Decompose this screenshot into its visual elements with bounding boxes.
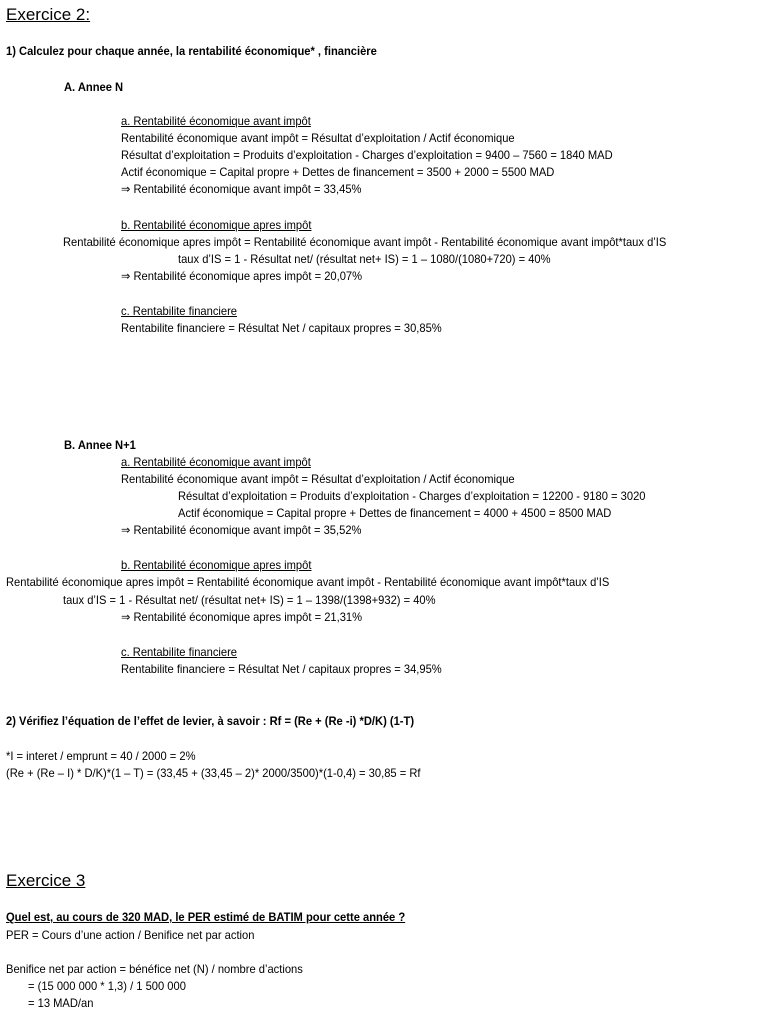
question-2-line-2: (Re + (Re – I) * D/K)*(1 – T) = (33,45 + (33,45 – 2)* 2000/3500)*(1-0,4) = 30,85 = Rf bbox=[6, 766, 421, 780]
section-b-heading: B. Annee N+1 bbox=[64, 438, 136, 452]
a-subtitle-financial: c. Rentabilite financiere bbox=[121, 304, 238, 318]
b-subtitle-before-tax: a. Rentabilité économique avant impôt bbox=[121, 455, 311, 469]
a-financial-line-1: Rentabilite financiere = Résultat Net / capitaux propres = 30,85% bbox=[121, 321, 442, 335]
exercise-3-line-4: = 13 MAD/an bbox=[28, 996, 94, 1010]
b-line-4: ⇒ Rentabilité économique avant impôt = 35,52% bbox=[121, 523, 362, 537]
a-after-tax-line-3: ⇒ Rentabilité économique apres impôt = 20,07% bbox=[121, 269, 363, 283]
b-after-tax-line-1: Rentabilité économique apres impôt = Rentabilité économique avant impôt - Rentabilité économique avant impôt*taux d’IS bbox=[6, 575, 610, 589]
a-subtitle-before-tax: a. Rentabilité économique avant impôt bbox=[121, 114, 311, 128]
exercise-3-line-1: PER = Cours d’une action / Benifice net par action bbox=[6, 928, 255, 942]
question-2-line-1: *I = interet / emprunt = 40 / 2000 = 2% bbox=[6, 749, 196, 763]
a-subtitle-after-tax: b. Rentabilité économique apres impôt bbox=[121, 218, 312, 232]
a-after-tax-line-1: Rentabilité économique apres impôt = Rentabilité économique avant impôt - Rentabilité économique avant impôt*taux d’IS bbox=[63, 235, 667, 249]
b-line-2: Résultat d’exploitation = Produits d’exploitation - Charges d’exploitation = 12200 - 9180 = 3020 bbox=[178, 489, 646, 503]
a-line-4: ⇒ Rentabilité économique avant impôt = 33,45% bbox=[121, 182, 362, 196]
a-after-tax-line-2: taux d’IS = 1 - Résultat net/ (résultat net+ IS) = 1 – 1080/(1080+720) = 40% bbox=[178, 252, 551, 266]
exercise-3-question: Quel est, au cours de 320 MAD, le PER estimé de BATIM pour cette année ? bbox=[6, 910, 406, 924]
section-a-heading: A. Annee N bbox=[64, 80, 124, 94]
exercise-3-title: Exercice 3 bbox=[6, 871, 86, 890]
exercise-2-title: Exercice 2: bbox=[6, 5, 91, 24]
question-2: 2) Vérifiez l’équation de l’effet de levier, à savoir : Rf = (Re + (Re -i) *D/K) (1-T) bbox=[6, 714, 415, 728]
a-line-1: Rentabilité économique avant impôt = Résultat d’exploitation / Actif économique bbox=[121, 131, 515, 145]
b-line-3: Actif économique = Capital propre + Dettes de financement = 4000 + 4500 = 8500 MAD bbox=[178, 506, 612, 520]
b-after-tax-line-3: ⇒ Rentabilité économique apres impôt = 21,31% bbox=[121, 610, 363, 624]
b-subtitle-after-tax: b. Rentabilité économique apres impôt bbox=[121, 558, 312, 572]
b-line-1: Rentabilité économique avant impôt = Résultat d’exploitation / Actif économique bbox=[121, 472, 515, 486]
question-1: 1) Calculez pour chaque année, la rentabilité économique* , financière bbox=[6, 44, 377, 58]
a-line-3: Actif économique = Capital propre + Dettes de financement = 3500 + 2000 = 5500 MAD bbox=[121, 165, 555, 179]
a-line-2: Résultat d’exploitation = Produits d’exploitation - Charges d’exploitation = 9400 – 7560 = 1840 MAD bbox=[121, 148, 613, 162]
exercise-3-line-3: = (15 000 000 * 1,3) / 1 500 000 bbox=[28, 979, 186, 993]
b-subtitle-financial: c. Rentabilite financiere bbox=[121, 645, 238, 659]
exercise-3-line-2: Benifice net par action = bénéfice net (N) / nombre d’actions bbox=[6, 962, 303, 976]
b-after-tax-line-2: taux d’IS = 1 - Résultat net/ (résultat net+ IS) = 1 – 1398/(1398+932) = 40% bbox=[63, 593, 436, 607]
b-financial-line-1: Rentabilite financiere = Résultat Net / capitaux propres = 34,95% bbox=[121, 662, 442, 676]
